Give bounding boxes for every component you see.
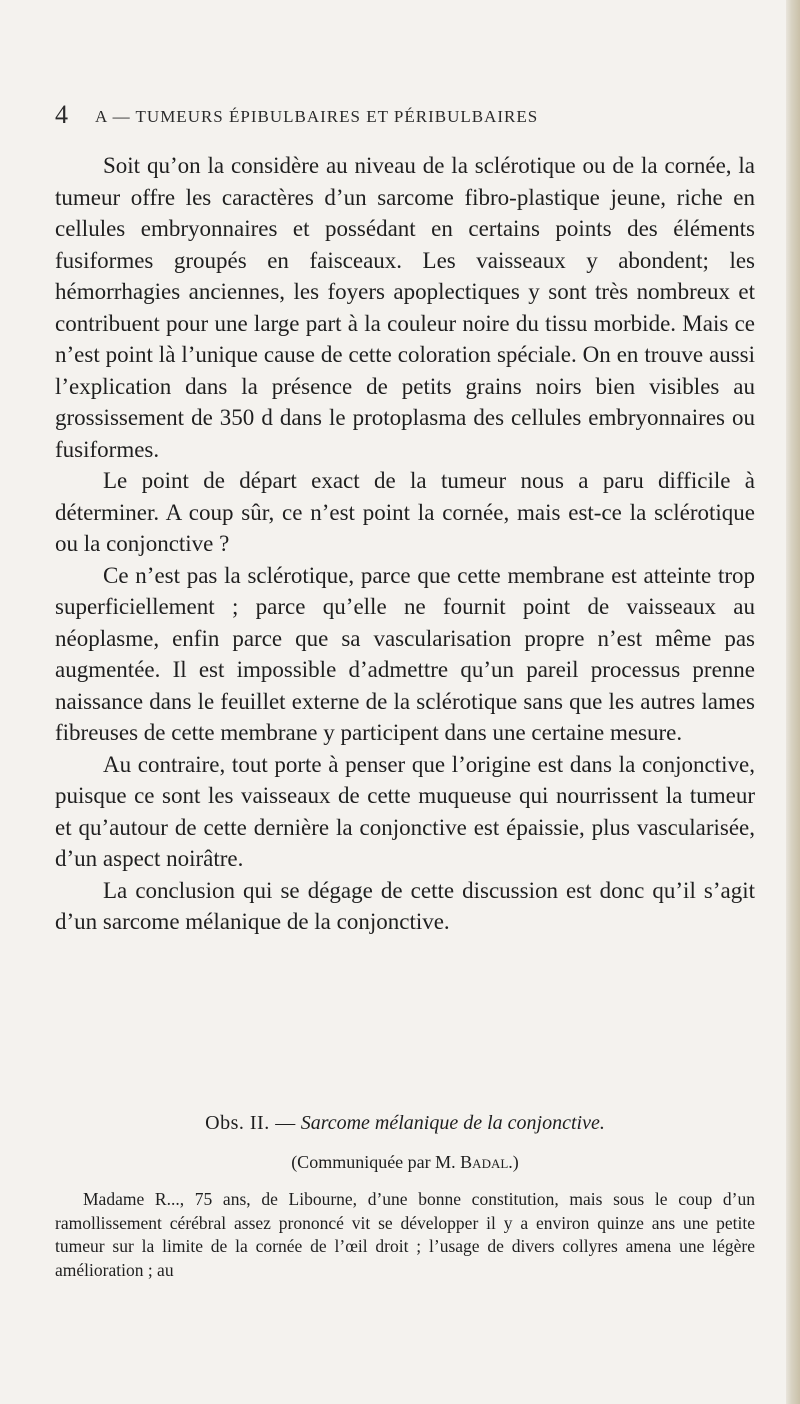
observation-credit <box>55 1150 755 1174</box>
observation-subject: Sarcome mélanique de la conjonctive. <box>300 1112 605 1134</box>
credit-prefix: (Communiquée par M. <box>291 1152 456 1172</box>
observation-block <box>55 1110 755 1282</box>
credit-suffix: .) <box>508 1152 519 1172</box>
body-text <box>55 150 755 938</box>
observation-text: Madame R..., 75 ans, de Libourne, d’une bonne constitution, mais sous le coup d’un ramollissement cérébral assez prononcé vit se développer il y a environ quinze ans une petite tumeur sur la limite de la cornée de l’œil droit ; l’usage de divers collyres amena une légère amélioration ; au <box>55 1189 755 1280</box>
observation-title <box>55 1110 755 1136</box>
observation-heading: Obs. II. — <box>205 1112 296 1134</box>
book-spine-edge <box>786 0 800 1404</box>
paragraph: Le point de départ exact de la tumeur nous a paru difficile à déterminer. A coup sûr, ce n’est point la cornée, mais est-ce la sclérotique ou la conjonctive ? <box>55 468 755 556</box>
credit-name: Badal <box>460 1152 509 1172</box>
paragraph: Soit qu’on la considère au niveau de la sclérotique ou de la cornée, la tumeur offre les caractères d’un sarcome fibro-plastique jeune, riche en cellules embryonnaires et possédant en certains points des éléments fusiformes groupés en faisceaux. Les vaisseaux y abondent; les hémorrhagies anciennes, les foyers apoplectiques y sont très nombreux et contribuent pour une large part à la couleur noire du tissu morbide. Mais ce n’est point là l’unique cause de cette coloration spéciale. On en trouve aussi l’explication dans la présence de petits grains noirs bien visibles au grossissement de 350 d dans le protoplasma des cellules embryonnaires ou fusiformes. <box>55 153 755 462</box>
paragraph: Ce n’est pas la sclérotique, parce que cette membrane est atteinte trop superficiellement ; parce qu’elle ne fournit point de vaisseaux au néoplasme, enfin parce que sa vascularisation propre n’est même pas augmentée. Il est impossible d’admettre qu’un pareil processus prenne naissance dans le feuillet externe de la sclérotique sans que les autres lames fibreuses de cette membrane y participent dans une certaine mesure. <box>55 562 755 745</box>
page-number: 4 <box>55 100 68 129</box>
running-head: A — TUMEURS ÉPIBULBAIRES ET PÉRIBULBAIRES <box>95 107 539 126</box>
paragraph: Au contraire, tout porte à penser que l’origine est dans la conjonctive, puisque ce sont les vaisseaux de cette muqueuse qui nourrissent la tumeur et qu’autour de cette dernière la conjonctive est épaissie, plus vascularisée, d’un aspect noirâtre. <box>55 751 755 871</box>
paragraph: La conclusion qui se dégage de cette discussion est donc qu’il s’agit d’un sarcome mélanique de la conjonctive. <box>55 877 755 934</box>
page-header <box>55 100 755 134</box>
